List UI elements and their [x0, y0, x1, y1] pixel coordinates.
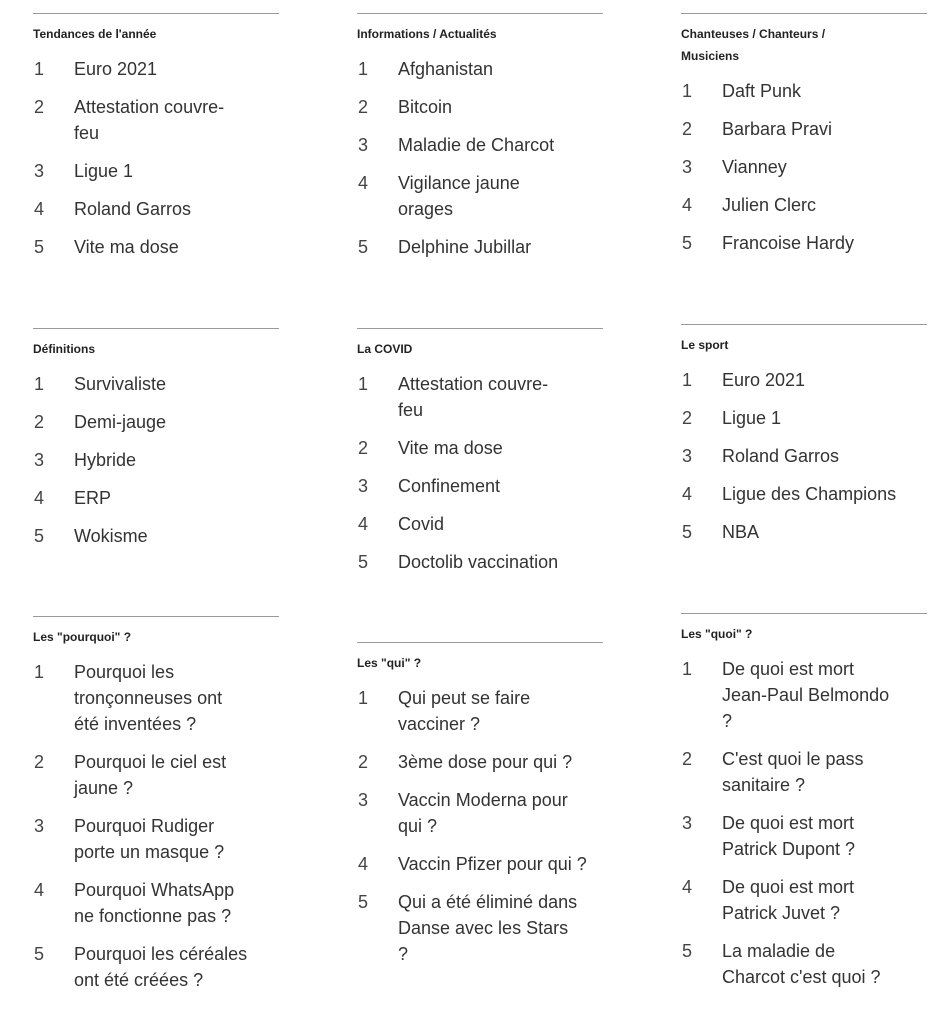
rank-number: 1: [682, 370, 693, 390]
card-covid: [357, 328, 603, 587]
item-label: Pourquoi les céréales ont été créées ?: [74, 944, 248, 990]
rank-number: 4: [358, 173, 369, 193]
rank-number: 5: [358, 892, 369, 912]
list-item[interactable]: [33, 447, 279, 473]
list-item[interactable]: [357, 170, 603, 222]
rank-number: 3: [34, 161, 45, 181]
list-item[interactable]: [681, 519, 927, 545]
rank-number: 3: [358, 476, 369, 496]
rank-number: 5: [34, 526, 45, 546]
rank-number: 1: [682, 81, 693, 101]
card-title: Les "quoi" ?: [681, 627, 753, 641]
item-label: C'est quoi le pass sanitaire ?: [722, 749, 864, 795]
list-item[interactable]: [33, 158, 279, 184]
item-label: Vaccin Moderna pour qui ?: [398, 790, 568, 836]
card-chanteurs: [681, 13, 927, 268]
rank-number: 1: [358, 374, 369, 394]
ranking-list: [357, 56, 603, 260]
rank-number: 4: [34, 488, 45, 508]
item-label: Attestation couvre-feu: [398, 374, 549, 420]
ranking-list: [357, 371, 603, 575]
item-label: Francoise Hardy: [722, 233, 855, 253]
card-title: La COVID: [357, 342, 413, 356]
item-label: Pourquoi le ciel est jaune ?: [74, 752, 227, 798]
list-item[interactable]: [33, 813, 279, 865]
item-label: 3ème dose pour qui ?: [398, 752, 573, 772]
list-item[interactable]: [357, 234, 603, 260]
list-item[interactable]: [33, 56, 279, 82]
list-item[interactable]: [357, 56, 603, 82]
rank-number: 2: [682, 408, 693, 428]
list-item[interactable]: [357, 371, 603, 423]
list-item[interactable]: [33, 234, 279, 260]
item-label: Vigilance jaune orages: [398, 173, 520, 219]
card-definitions: [33, 328, 279, 561]
list-item[interactable]: [681, 230, 927, 256]
item-label: Pourquoi Rudiger porte un masque ?: [74, 816, 225, 862]
item-label: Qui peut se faire vacciner ?: [398, 688, 531, 734]
list-item[interactable]: [681, 874, 927, 926]
card-title: Les "qui" ?: [357, 656, 422, 670]
ranking-list: [33, 659, 279, 993]
list-item[interactable]: [357, 685, 603, 737]
rank-number: 1: [34, 662, 45, 682]
card-title: Informations / Actualités: [357, 27, 497, 41]
rank-number: 2: [34, 97, 45, 117]
item-label: Survivaliste: [74, 374, 167, 394]
list-item[interactable]: [681, 656, 927, 734]
item-label: ERP: [74, 488, 112, 508]
item-label: Vite ma dose: [398, 438, 503, 458]
item-label: Qui a été éliminé dans Danse avec les Stars ?: [398, 892, 578, 964]
ranking-list: [357, 685, 603, 967]
item-label: Ligue 1: [74, 161, 134, 181]
ranking-list: [681, 78, 927, 256]
list-item[interactable]: [33, 523, 279, 549]
rank-number: 3: [358, 790, 369, 810]
item-label: NBA: [722, 522, 760, 542]
list-item[interactable]: [681, 78, 927, 104]
card-qui: [357, 642, 603, 979]
item-label: Euro 2021: [74, 59, 158, 79]
rank-number: 3: [682, 446, 693, 466]
card-pourquoi: [33, 616, 279, 1005]
card-title: Les "pourquoi" ?: [33, 630, 132, 644]
item-label: La maladie de Charcot c'est quoi ?: [722, 941, 881, 987]
rank-number: 3: [682, 813, 693, 833]
rank-number: 4: [682, 195, 693, 215]
rank-number: 3: [682, 157, 693, 177]
rank-number: 5: [682, 233, 693, 253]
list-item[interactable]: [357, 749, 603, 775]
item-label: Doctolib vaccination: [398, 552, 559, 572]
list-item[interactable]: [681, 405, 927, 431]
rank-number: 2: [682, 749, 693, 769]
item-label: Pourquoi les tronçonneuses ont été inventées ?: [74, 662, 223, 734]
item-label: Pourquoi WhatsApp ne fonctionne pas ?: [74, 880, 235, 926]
list-item[interactable]: [357, 889, 603, 967]
item-label: Roland Garros: [722, 446, 840, 466]
list-item[interactable]: [357, 511, 603, 537]
card-sport: [681, 324, 927, 557]
rank-number: 2: [358, 438, 369, 458]
rank-number: 2: [358, 97, 369, 117]
rank-number: 1: [358, 688, 369, 708]
rank-number: 4: [34, 199, 45, 219]
item-label: De quoi est mort Patrick Juvet ?: [722, 877, 855, 923]
list-item[interactable]: [33, 409, 279, 435]
rank-number: 3: [34, 816, 45, 836]
item-label: Vite ma dose: [74, 237, 179, 257]
list-item[interactable]: [681, 481, 927, 507]
item-label: Julien Clerc: [722, 195, 817, 215]
item-label: Daft Punk: [722, 81, 802, 101]
item-label: Euro 2021: [722, 370, 806, 390]
card-tendances: [33, 13, 279, 272]
list-item[interactable]: [33, 94, 279, 146]
list-item[interactable]: [681, 154, 927, 180]
item-label: Demi-jauge: [74, 412, 167, 432]
list-item[interactable]: [33, 941, 279, 993]
rank-number: 1: [358, 59, 369, 79]
rank-number: 5: [358, 552, 369, 572]
item-label: Bitcoin: [398, 97, 453, 117]
rank-number: 2: [34, 412, 45, 432]
list-item[interactable]: [357, 132, 603, 158]
list-item[interactable]: [33, 659, 279, 737]
rank-number: 5: [682, 522, 693, 542]
list-item[interactable]: [33, 749, 279, 801]
rank-number: 1: [34, 59, 45, 79]
rank-number: 3: [358, 135, 369, 155]
card-title: Tendances de l'année: [33, 27, 157, 41]
ranking-list: [33, 56, 279, 260]
card-title: Le sport: [681, 338, 729, 352]
ranking-list: [681, 367, 927, 545]
list-item[interactable]: [681, 938, 927, 990]
rank-number: 1: [34, 374, 45, 394]
card-informations: [357, 13, 603, 272]
rank-number: 4: [682, 877, 693, 897]
item-label: Roland Garros: [74, 199, 192, 219]
list-item[interactable]: [357, 94, 603, 120]
ranking-list: [33, 371, 279, 549]
card-title: Définitions: [33, 342, 95, 356]
list-item[interactable]: [681, 116, 927, 142]
item-label: Vianney: [722, 157, 787, 177]
list-item[interactable]: [681, 810, 927, 862]
list-item[interactable]: [357, 549, 603, 575]
rank-number: 5: [34, 237, 45, 257]
rank-number: 5: [682, 941, 693, 961]
item-label: Hybride: [74, 450, 137, 470]
rank-number: 2: [682, 119, 693, 139]
rank-number: 4: [682, 484, 693, 504]
list-item[interactable]: [33, 196, 279, 222]
item-label: Attestation couvre-feu: [74, 97, 225, 143]
ranking-list: [681, 656, 927, 990]
list-item[interactable]: [33, 877, 279, 929]
rank-number: 5: [34, 944, 45, 964]
rank-number: 2: [34, 752, 45, 772]
card-title: Chanteuses / Chanteurs / Musiciens: [681, 27, 826, 63]
item-label: Delphine Jubillar: [398, 237, 532, 257]
rank-number: 2: [358, 752, 369, 772]
rank-number: 5: [358, 237, 369, 257]
list-item[interactable]: [681, 746, 927, 798]
item-label: Vaccin Pfizer pour qui ?: [398, 854, 587, 874]
rank-number: 4: [358, 854, 369, 874]
item-label: Barbara Pravi: [722, 119, 833, 139]
list-item[interactable]: [33, 371, 279, 397]
rank-number: 1: [682, 659, 693, 679]
rank-number: 4: [34, 880, 45, 900]
list-item[interactable]: [357, 473, 603, 499]
list-item[interactable]: [681, 367, 927, 393]
item-label: Confinement: [398, 476, 501, 496]
list-item[interactable]: [681, 192, 927, 218]
list-item[interactable]: [357, 435, 603, 461]
item-label: De quoi est mort Patrick Dupont ?: [722, 813, 856, 859]
rank-number: 4: [358, 514, 369, 534]
item-label: Ligue des Champions: [722, 484, 897, 504]
item-label: Covid: [398, 514, 445, 534]
item-label: Maladie de Charcot: [398, 135, 555, 155]
card-quoi: [681, 613, 927, 1002]
list-item[interactable]: [357, 787, 603, 839]
rank-number: 3: [34, 450, 45, 470]
list-item[interactable]: [33, 485, 279, 511]
list-item[interactable]: [357, 851, 603, 877]
list-item[interactable]: [681, 443, 927, 469]
item-label: De quoi est mort Jean-Paul Belmondo ?: [722, 659, 890, 731]
item-label: Wokisme: [74, 526, 148, 546]
item-label: Ligue 1: [722, 408, 782, 428]
item-label: Afghanistan: [398, 59, 494, 79]
